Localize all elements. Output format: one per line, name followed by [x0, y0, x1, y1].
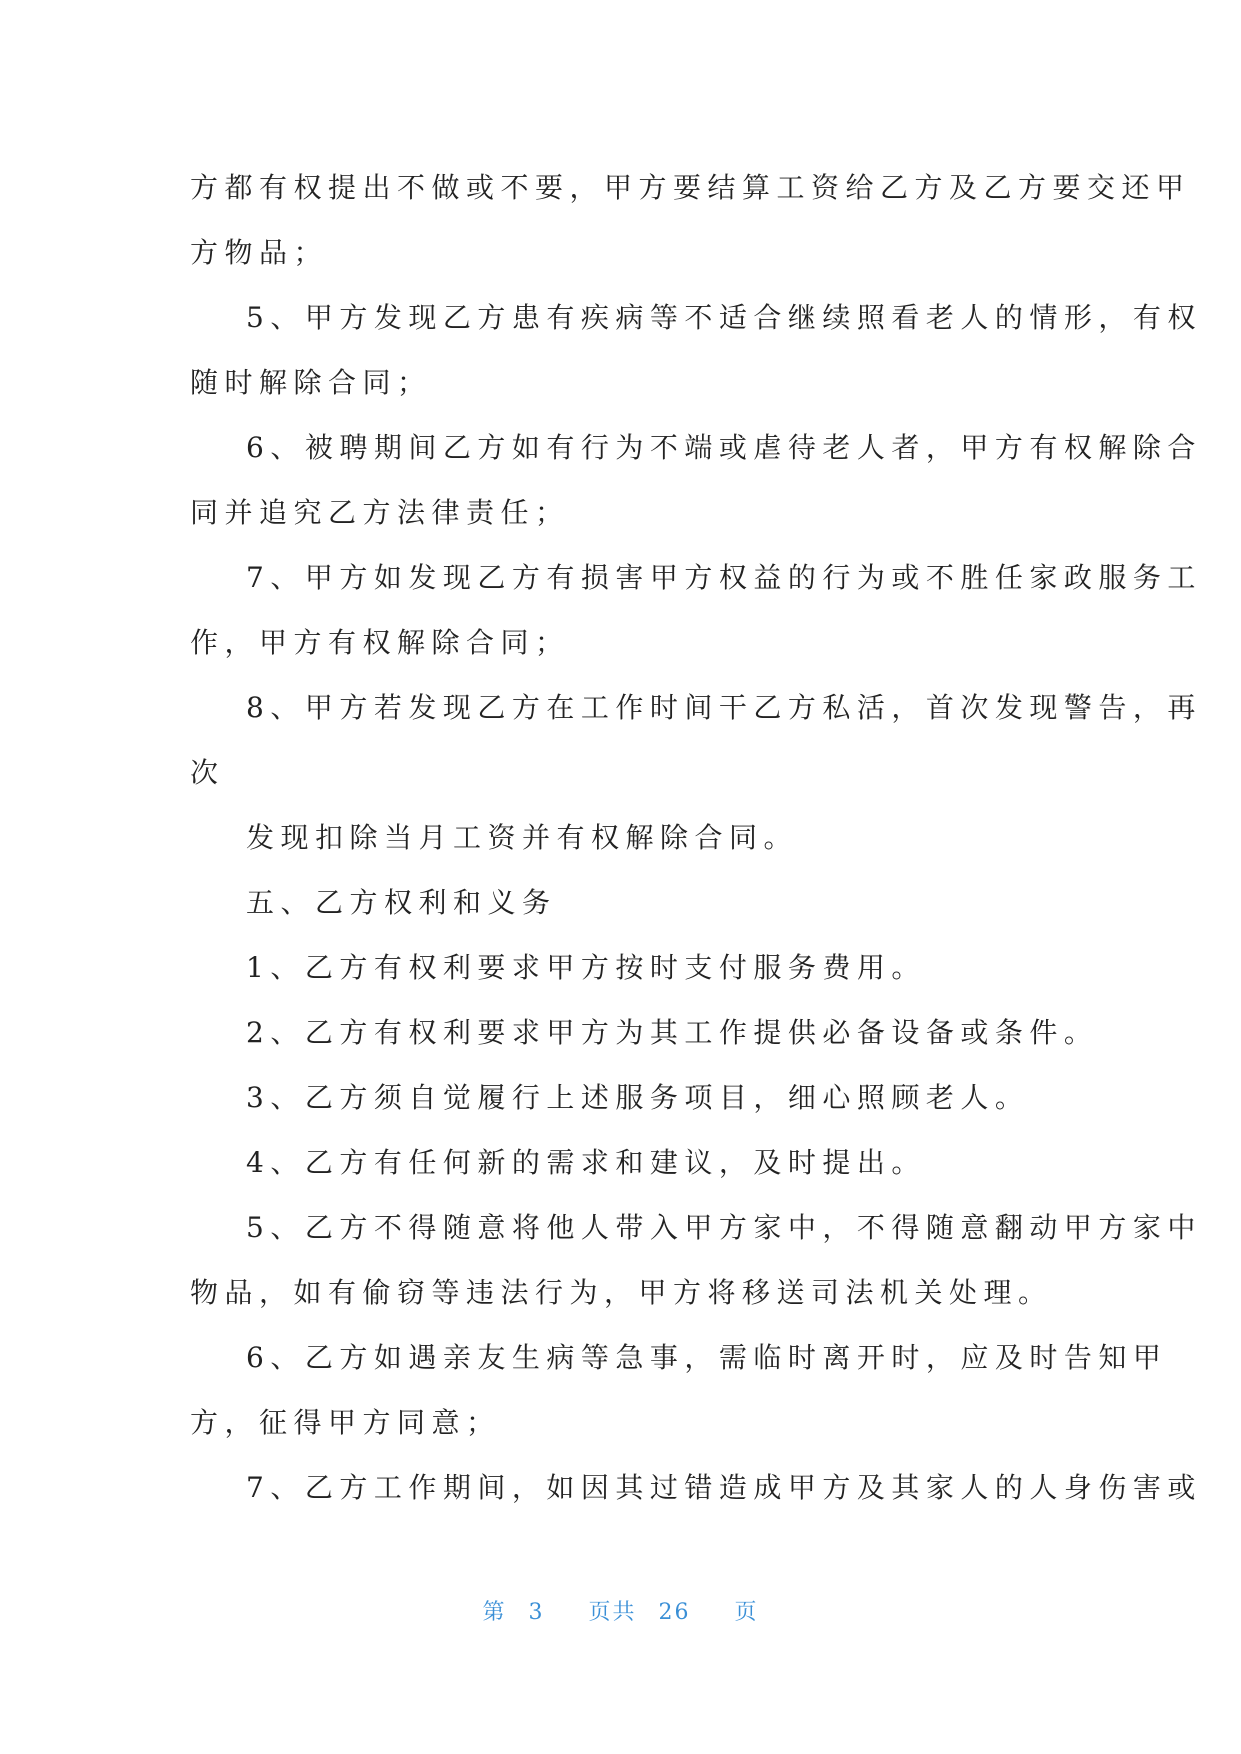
text-line: 2、乙方有权利要求甲方为其工作提供必备设备或条件。 — [246, 1016, 1099, 1049]
footer-suffix: 页 — [734, 1600, 759, 1625]
text-line: 五、乙方权利和义务 — [246, 886, 557, 919]
text-line: 8、甲方若发现乙方在工作时间干乙方私活，首次发现警告，再 — [246, 691, 1202, 724]
text-line: 物品，如有偷窃等违法行为，甲方将移送司法机关处理。 — [190, 1276, 1053, 1309]
footer-prefix: 第 — [482, 1600, 507, 1625]
text-line: 7、甲方如发现乙方有损害甲方权益的行为或不胜任家政服务工 — [246, 561, 1202, 594]
text-line: 7、乙方工作期间，如因其过错造成甲方及其家人的人身伤害或 — [246, 1471, 1202, 1504]
page-footer — [0, 1595, 1241, 1626]
text-line: 5、甲方发现乙方患有疾病等不适合继续照看老人的情形，有权 — [246, 301, 1202, 334]
text-line: 6、乙方如遇亲友生病等急事，需临时离开时，应及时告知甲 — [246, 1341, 1168, 1374]
text-line: 作，甲方有权解除合同； — [190, 626, 570, 659]
text-line: 方，征得甲方同意； — [190, 1406, 501, 1439]
total-pages-number: 26 — [658, 1600, 691, 1625]
text-line: 3、乙方须自觉履行上述服务项目，细心照顾老人。 — [246, 1081, 1030, 1114]
text-line: 4、乙方有任何新的需求和建议，及时提出。 — [246, 1146, 926, 1179]
text-line: 方都有权提出不做或不要，甲方要结算工资给乙方及乙方要交还甲 — [190, 171, 1191, 204]
text-line: 1、乙方有权利要求甲方按时支付服务费用。 — [246, 951, 926, 984]
current-page-number: 3 — [528, 1600, 545, 1625]
text-line: 5、乙方不得随意将他人带入甲方家中，不得随意翻动甲方家中 — [246, 1211, 1202, 1244]
text-line: 同并追究乙方法律责任； — [190, 496, 570, 529]
text-line: 6、被聘期间乙方如有行为不端或虐待老人者，甲方有权解除合 — [246, 431, 1202, 464]
footer-middle: 页共 — [588, 1600, 637, 1625]
text-line: 次 — [190, 756, 225, 789]
text-line: 发现扣除当月工资并有权解除合同。 — [246, 821, 799, 854]
document-body — [190, 155, 1202, 1520]
text-line: 方物品； — [190, 236, 329, 269]
text-line: 随时解除合同； — [190, 366, 432, 399]
